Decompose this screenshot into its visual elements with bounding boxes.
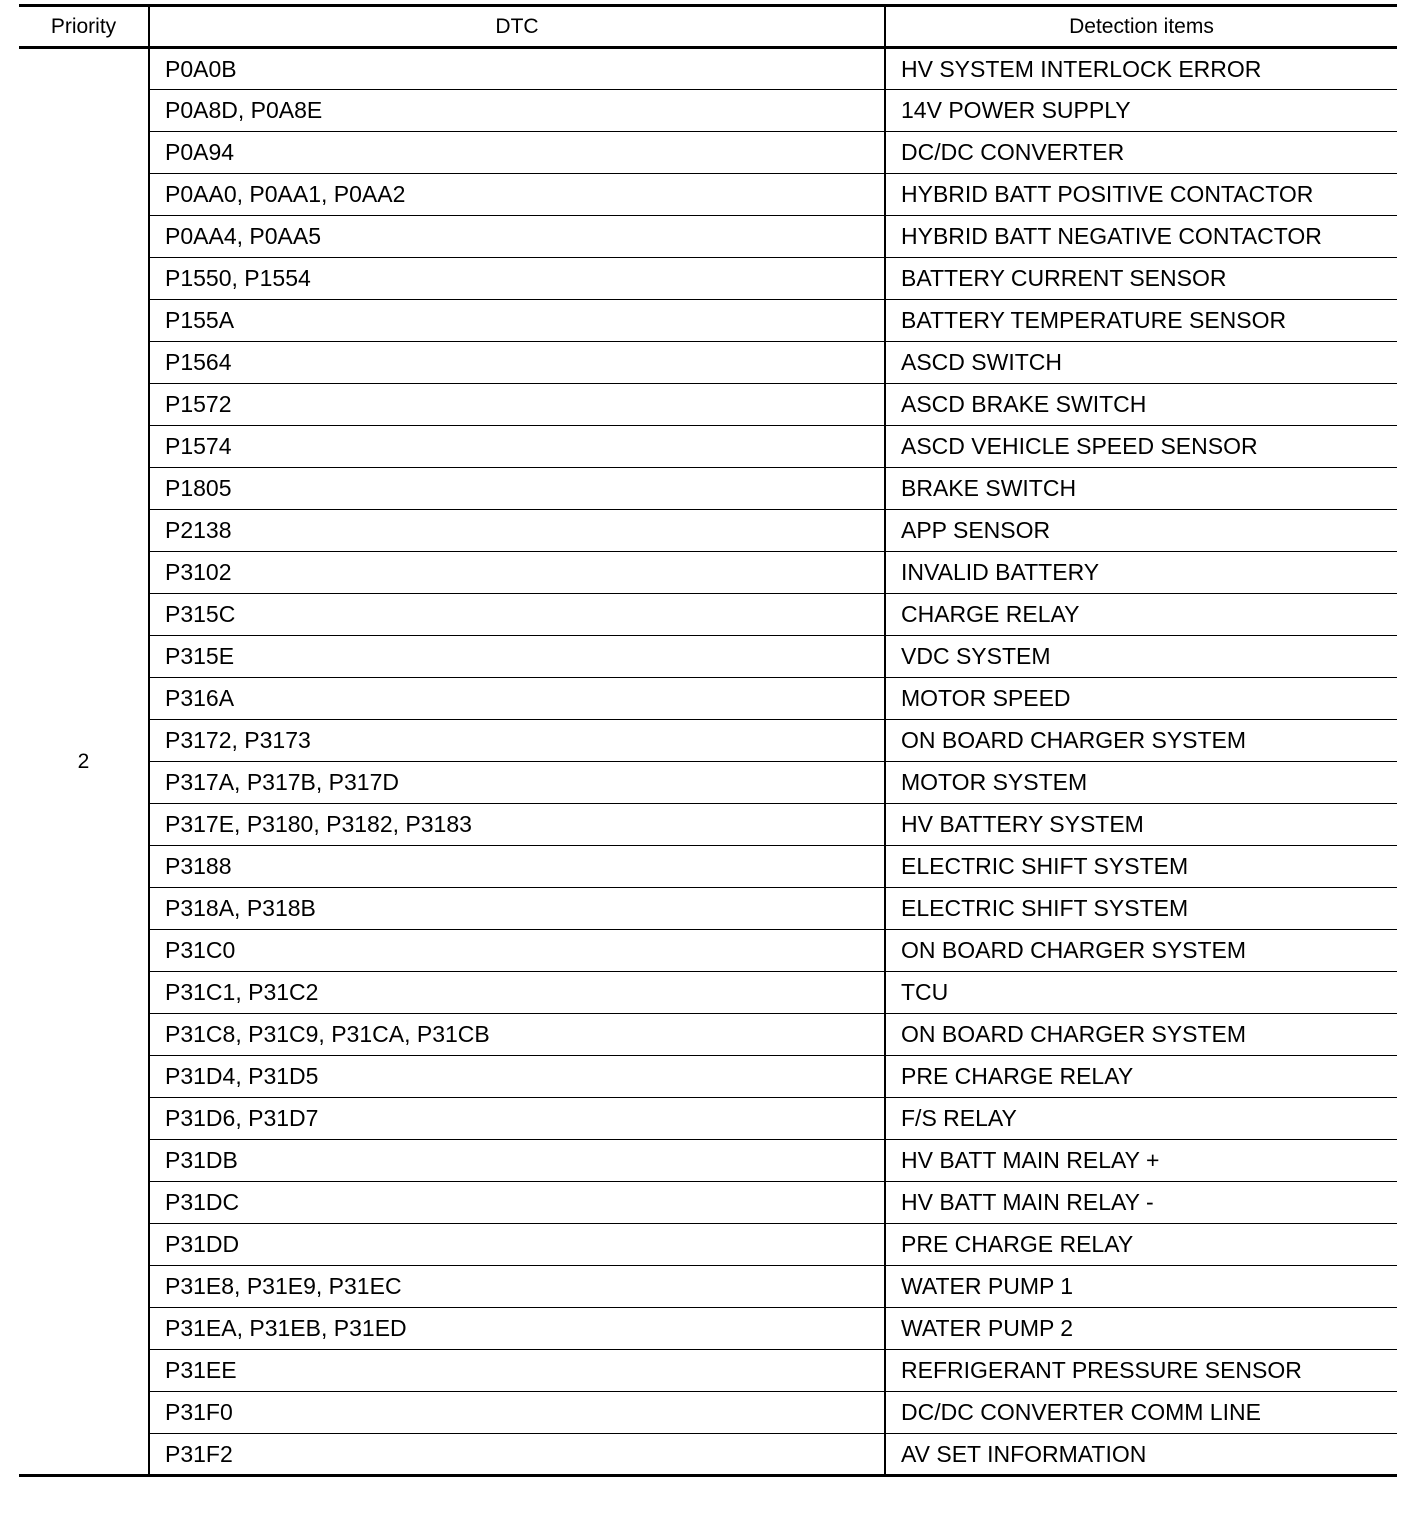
table-header — [19, 6, 1397, 48]
detection-item-cell: ELECTRIC SHIFT SYSTEM — [885, 846, 1397, 888]
dtc-cell: P31C8, P31C9, P31CA, P31CB — [149, 1014, 885, 1056]
table-row — [19, 1308, 1397, 1350]
detection-item-cell: HV BATT MAIN RELAY + — [885, 1140, 1397, 1182]
dtc-cell: P31C1, P31C2 — [149, 972, 885, 1014]
detection-item-cell: AV SET INFORMATION — [885, 1434, 1397, 1476]
dtc-cell: P2138 — [149, 510, 885, 552]
detection-item-cell: PRE CHARGE RELAY — [885, 1224, 1397, 1266]
table-row — [19, 300, 1397, 342]
detection-item-cell: ASCD BRAKE SWITCH — [885, 384, 1397, 426]
detection-item-cell: PRE CHARGE RELAY — [885, 1056, 1397, 1098]
dtc-cell: P0AA4, P0AA5 — [149, 216, 885, 258]
detection-item-cell: APP SENSOR — [885, 510, 1397, 552]
table-row — [19, 720, 1397, 762]
dtc-cell: P317A, P317B, P317D — [149, 762, 885, 804]
detection-item-cell: HV BATT MAIN RELAY - — [885, 1182, 1397, 1224]
detection-item-cell: TCU — [885, 972, 1397, 1014]
table-row — [19, 132, 1397, 174]
table-row — [19, 1182, 1397, 1224]
dtc-priority-table — [19, 4, 1397, 1477]
dtc-cell: P316A — [149, 678, 885, 720]
table-row — [19, 216, 1397, 258]
detection-item-cell: F/S RELAY — [885, 1098, 1397, 1140]
detection-item-cell: HYBRID BATT NEGATIVE CONTACTOR — [885, 216, 1397, 258]
table-row — [19, 678, 1397, 720]
dtc-cell: P1564 — [149, 342, 885, 384]
dtc-cell: P1550, P1554 — [149, 258, 885, 300]
detection-item-cell: WATER PUMP 2 — [885, 1308, 1397, 1350]
priority-cell: 2 — [77, 750, 90, 773]
dtc-cell: P31EA, P31EB, P31ED — [149, 1308, 885, 1350]
table-row — [19, 258, 1397, 300]
table-row — [19, 1266, 1397, 1308]
detection-item-cell: ELECTRIC SHIFT SYSTEM — [885, 888, 1397, 930]
table-row — [19, 888, 1397, 930]
table-row — [19, 174, 1397, 216]
detection-item-cell: INVALID BATTERY — [885, 552, 1397, 594]
detection-item-cell: ON BOARD CHARGER SYSTEM — [885, 930, 1397, 972]
dtc-cell: P3172, P3173 — [149, 720, 885, 762]
detection-item-cell: HV BATTERY SYSTEM — [885, 804, 1397, 846]
dtc-cell: P31F0 — [149, 1392, 885, 1434]
dtc-cell: P1572 — [149, 384, 885, 426]
dtc-cell: P3102 — [149, 552, 885, 594]
detection-item-cell: REFRIGERANT PRESSURE SENSOR — [885, 1350, 1397, 1392]
table-row — [19, 384, 1397, 426]
table-row — [19, 1014, 1397, 1056]
dtc-cell: P31C0 — [149, 930, 885, 972]
header-row — [19, 6, 1397, 48]
table-row — [19, 1098, 1397, 1140]
table-row — [19, 1224, 1397, 1266]
header-detection-items: Detection items — [885, 6, 1397, 48]
table-row — [19, 594, 1397, 636]
detection-item-cell: VDC SYSTEM — [885, 636, 1397, 678]
table-row — [19, 804, 1397, 846]
dtc-cell: P318A, P318B — [149, 888, 885, 930]
detection-item-cell: CHARGE RELAY — [885, 594, 1397, 636]
detection-item-cell: MOTOR SPEED — [885, 678, 1397, 720]
header-priority: Priority — [19, 6, 149, 48]
table-body — [19, 48, 1397, 1476]
dtc-cell: P0A8D, P0A8E — [149, 90, 885, 132]
detection-item-cell: BATTERY TEMPERATURE SENSOR — [885, 300, 1397, 342]
dtc-cell: P315E — [149, 636, 885, 678]
dtc-cell: P317E, P3180, P3182, P3183 — [149, 804, 885, 846]
dtc-cell: P315C — [149, 594, 885, 636]
dtc-cell: P31DC — [149, 1182, 885, 1224]
detection-item-cell: ASCD VEHICLE SPEED SENSOR — [885, 426, 1397, 468]
table-row — [19, 972, 1397, 1014]
dtc-cell: P0AA0, P0AA1, P0AA2 — [149, 174, 885, 216]
detection-item-cell: HYBRID BATT POSITIVE CONTACTOR — [885, 174, 1397, 216]
table-row — [19, 1350, 1397, 1392]
dtc-cell: P31DB — [149, 1140, 885, 1182]
table-row — [19, 846, 1397, 888]
detection-item-cell: ON BOARD CHARGER SYSTEM — [885, 1014, 1397, 1056]
detection-item-cell: HV SYSTEM INTERLOCK ERROR — [885, 48, 1397, 90]
detection-item-cell: DC/DC CONVERTER COMM LINE — [885, 1392, 1397, 1434]
dtc-cell: P3188 — [149, 846, 885, 888]
table-row — [19, 48, 1397, 90]
dtc-cell: P31EE — [149, 1350, 885, 1392]
table-row — [19, 90, 1397, 132]
table-row — [19, 930, 1397, 972]
dtc-cell: P31F2 — [149, 1434, 885, 1476]
table-row — [19, 1056, 1397, 1098]
dtc-cell: P1805 — [149, 468, 885, 510]
dtc-cell: P31D4, P31D5 — [149, 1056, 885, 1098]
detection-item-cell: ON BOARD CHARGER SYSTEM — [885, 720, 1397, 762]
dtc-cell: P1574 — [149, 426, 885, 468]
table-row — [19, 552, 1397, 594]
header-dtc: DTC — [149, 6, 885, 48]
table-row — [19, 1434, 1397, 1476]
dtc-cell: P31E8, P31E9, P31EC — [149, 1266, 885, 1308]
dtc-cell: P0A94 — [149, 132, 885, 174]
detection-item-cell: DC/DC CONVERTER — [885, 132, 1397, 174]
dtc-cell: P0A0B — [149, 48, 885, 90]
dtc-cell: P31D6, P31D7 — [149, 1098, 885, 1140]
table-row — [19, 510, 1397, 552]
table-row — [19, 426, 1397, 468]
dtc-cell: P31DD — [149, 1224, 885, 1266]
table-row — [19, 342, 1397, 384]
table-row — [19, 636, 1397, 678]
table-row — [19, 1140, 1397, 1182]
dtc-cell: P155A — [149, 300, 885, 342]
detection-item-cell: MOTOR SYSTEM — [885, 762, 1397, 804]
table-row — [19, 762, 1397, 804]
table-row — [19, 1392, 1397, 1434]
detection-item-cell: 14V POWER SUPPLY — [885, 90, 1397, 132]
detection-item-cell: WATER PUMP 1 — [885, 1266, 1397, 1308]
detection-item-cell: BATTERY CURRENT SENSOR — [885, 258, 1397, 300]
table-row — [19, 468, 1397, 510]
detection-item-cell: ASCD SWITCH — [885, 342, 1397, 384]
detection-item-cell: BRAKE SWITCH — [885, 468, 1397, 510]
